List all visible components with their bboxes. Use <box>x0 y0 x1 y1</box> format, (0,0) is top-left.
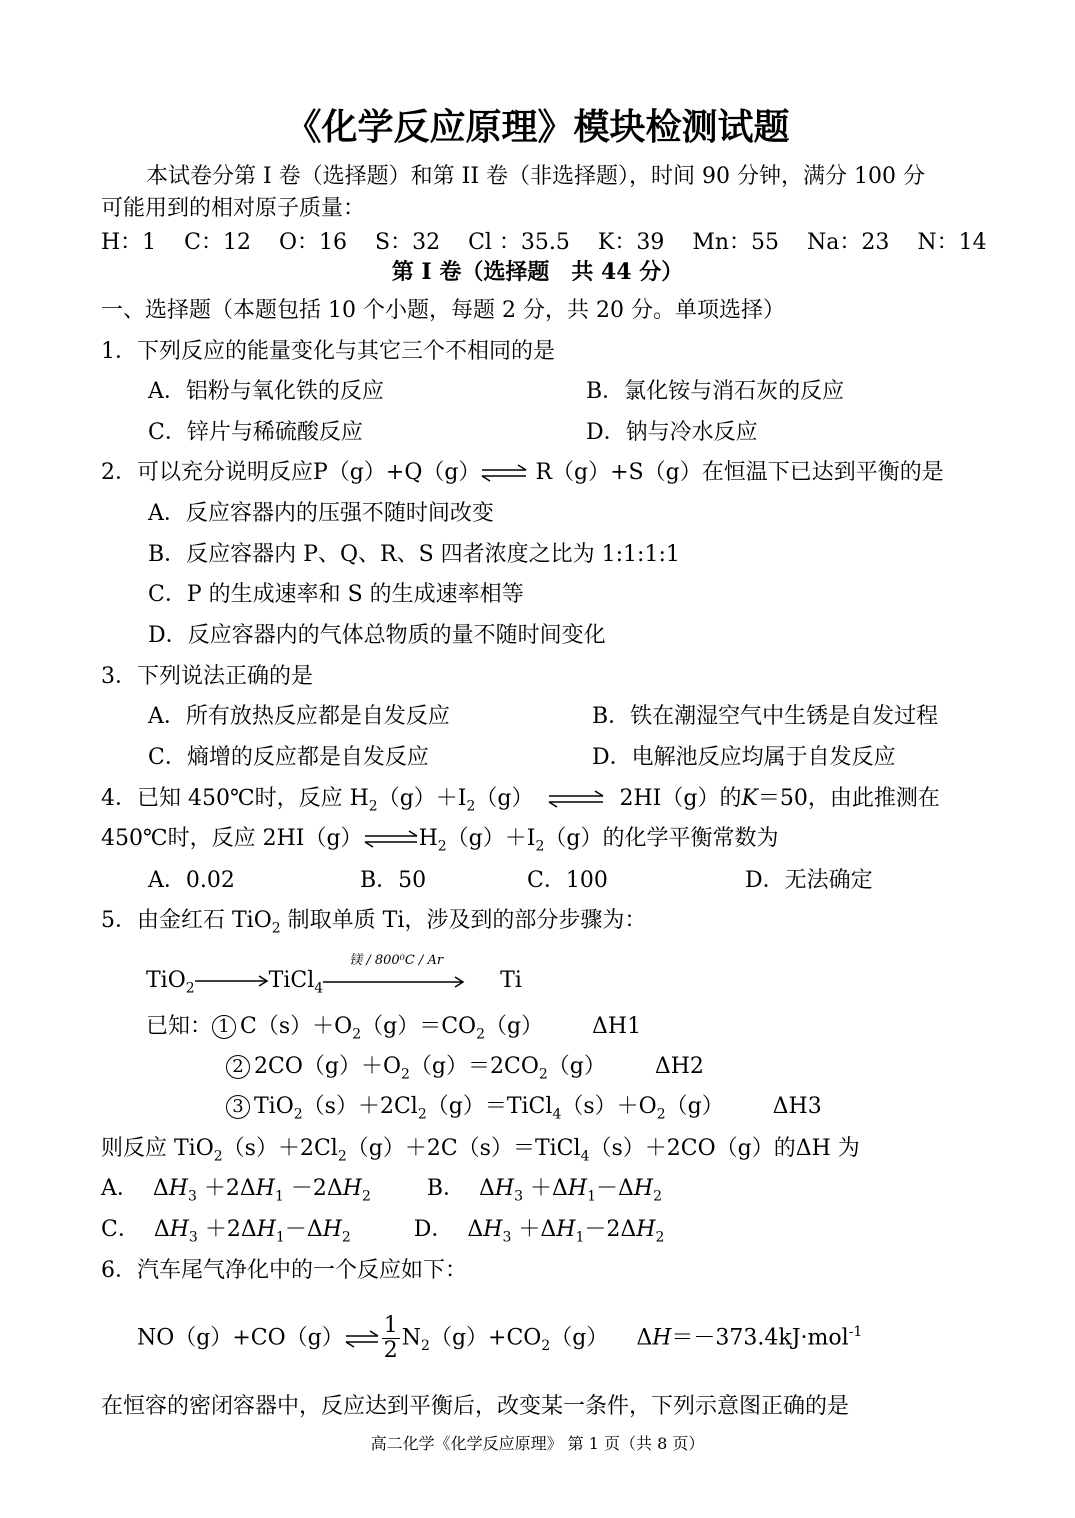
q2-eq-right: R（g）+S（g） <box>535 460 702 485</box>
mass-na: Na：23 <box>807 230 890 255</box>
mass-o: O：16 <box>278 230 348 255</box>
q4-option-a: A．0.02 <box>148 868 235 893</box>
q6-stem: 6．汽车尾气净化中的一个反应如下： <box>101 1258 467 1283</box>
atomic-mass-list <box>101 228 987 258</box>
equilibrium-arrow-icon <box>547 789 605 809</box>
q3-option-a: A．所有放热反应都是自发反应 <box>148 704 450 729</box>
mass-s: S：32 <box>375 230 441 255</box>
q2-option-a: A．反应容器内的压强不随时间改变 <box>148 501 494 526</box>
q3-option-d: D．电解池反应均属于自发反应 <box>592 745 896 770</box>
equilibrium-arrow-icon <box>363 829 419 849</box>
q5-target: 则反应 $TiO_2(s)+2Cl_2(g)+2C(s)=TiCl_4(s)+2CO(g)$的ΔH 为 <box>101 1136 860 1165</box>
q3-stem: 3．下列说法正确的是 <box>101 664 313 689</box>
circled-number: 1 <box>212 1015 236 1039</box>
q4-line1: 4．已知 450℃时，反应 $H_2(g)+I_2(g)$ 2HI（g）的K＝50，由此推测在 <box>101 786 940 815</box>
q2-prefix: 2．可以充分说明反应 <box>101 460 313 485</box>
equilibrium-arrow-icon <box>344 1329 380 1349</box>
q1-option-b: B．氯化铵与消石灰的反应 <box>586 379 845 404</box>
q2-eq-left: P（g）+Q（g） <box>313 460 481 485</box>
q5-options-cd: C． $\Delta H_3 +2\Delta H_1-\Delta H_2$ D． $\Delta H_3 +\Delta H_1-2\Delta H_2$ <box>101 1217 665 1246</box>
q5-known-2: 2 $2CO(g)+O_2(g)=2CO_2(g)$ ΔH2 <box>226 1052 704 1082</box>
circled-number: 2 <box>226 1055 250 1079</box>
mass-c: C：12 <box>184 230 251 255</box>
mass-mn: Mn：55 <box>692 230 780 255</box>
q5-known-1: 已知： 1 $C(s)+O_2(g)=CO_2(g)$ ΔH1 <box>146 1014 642 1043</box>
intro-line: 本试卷分第 I 卷（选择题）和第 II 卷（非选择题），时间 90 分钟，满分 100 分 <box>146 164 926 189</box>
q2-suffix: 在恒温下已达到平衡的是 <box>701 460 944 485</box>
mass-n: N：14 <box>917 230 987 255</box>
scheme-arrow-label: 镁 / 800⁰C / Ar <box>349 953 444 968</box>
mass-h: H：1 <box>101 230 157 255</box>
q5-stem: 5．由金红石 TiO$_2$ 制取单质 Ti，涉及到的部分步骤为： <box>101 908 647 937</box>
atomic-mass-label: 可能用到的相对原子质量： <box>101 196 366 221</box>
section-title: 第 I 卷（选择题 共 44 分） <box>391 259 684 285</box>
circled-number: 3 <box>226 1095 250 1119</box>
q2-option-c: C．P 的生成速率和 S 的生成速率相等 <box>148 582 524 607</box>
equilibrium-arrow-icon <box>480 463 528 483</box>
q5-known-3: 3 $TiO_2(s)+2Cl_2(g)=TiCl_4(s)+O_2(g)$ ΔH3 <box>226 1092 822 1122</box>
q1-option-c: C．锌片与稀硫酸反应 <box>148 420 363 445</box>
q1-option-d: D．钠与冷水反应 <box>586 420 758 445</box>
q3-option-b: B．铁在潮湿空气中生锈是自发过程 <box>592 704 939 729</box>
q5-scheme: TiO$_2$ TiCl$_4$ 镁 / 800⁰C / Ar Ti <box>146 953 522 997</box>
q2-option-d: D．反应容器内的气体总物质的量不随时间变化 <box>148 623 606 648</box>
page-footer: 高二化学《化学反应原理》 第 1 页（共 8 页） <box>370 1434 705 1453</box>
q2-stem <box>101 458 944 488</box>
q6-equation: NO（g）+CO（g） $\frac{1}{2}$ $N_2(g)+CO_2(g)$ ΔH＝－373.4kJ·mol$^{-1}$ <box>137 1313 863 1363</box>
q1-stem: 1．下列反应的能量变化与其它三个不相同的是 <box>101 339 555 364</box>
mass-k: K：39 <box>597 230 665 255</box>
q1-option-a: A．铝粉与氧化铁的反应 <box>148 379 384 404</box>
q3-option-c: C．熵增的反应都是自发反应 <box>148 745 429 770</box>
arrow-icon <box>323 975 465 989</box>
q2-option-b: B．反应容器内 P、Q、R、S 四者浓度之比为 1:1:1:1 <box>148 542 680 567</box>
q6-after: 在恒容的密闭容器中，反应达到平衡后，改变某一条件，下列示意图正确的是 <box>101 1394 850 1419</box>
fraction: $\frac{1}{2}$ <box>383 1313 398 1363</box>
q4-option-b: B．50 <box>360 868 427 893</box>
q4-option-c: C．100 <box>527 868 608 893</box>
q4-line2: 450℃时，反应 2HI（g） $H_2(g)+I_2(g)$的化学平衡常数为 <box>101 826 779 855</box>
mass-cl: Cl ：35.5 <box>468 230 570 255</box>
page-title: 《化学反应原理》模块检测试题 <box>285 106 790 148</box>
q5-options-ab: A． $\Delta H_3 +2\Delta H_1 -2\Delta H_2$ B． $\Delta H_3 +\Delta H_1-\Delta H_2$ <box>101 1176 662 1205</box>
arrow-icon <box>195 974 269 988</box>
q4-option-d: D．无法确定 <box>745 868 873 893</box>
part-instruction: 一、选择题（本题包括 10 个小题，每题 2 分，共 20 分。单项选择） <box>101 298 785 323</box>
